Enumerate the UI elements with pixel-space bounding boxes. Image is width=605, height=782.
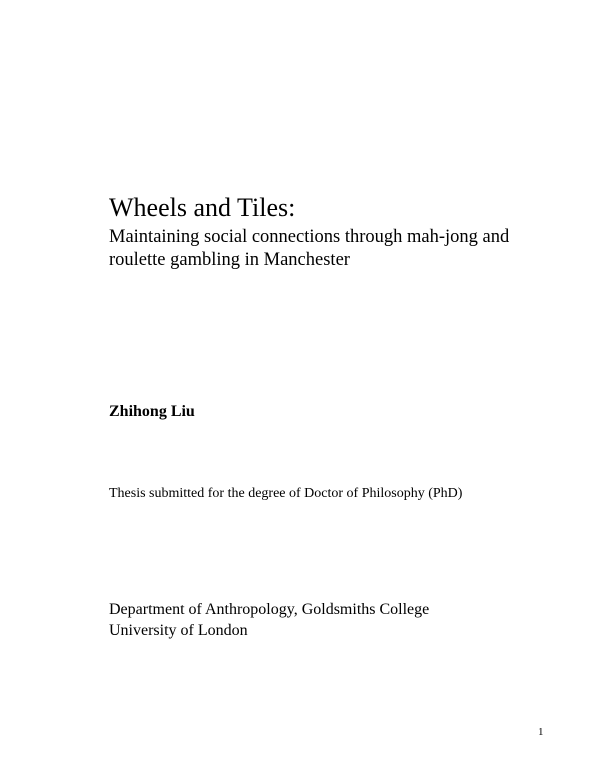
- affiliation-university: University of London: [109, 622, 248, 639]
- affiliation-department: Department of Anthropology, Goldsmiths College: [109, 601, 430, 618]
- thesis-title: Wheels and Tiles:: [109, 193, 296, 222]
- subtitle-line: roulette gambling in Manchester: [109, 250, 350, 270]
- degree-statement: Thesis submitted for the degree of Doctor of Philosophy (PhD): [109, 486, 463, 501]
- subtitle-line: Maintaining social connections through mah-jong and: [109, 227, 510, 247]
- page-number: 1: [538, 726, 544, 738]
- thesis-subtitle: [109, 226, 569, 272]
- affiliation: [109, 599, 429, 641]
- author-name: Zhihong Liu: [109, 403, 195, 420]
